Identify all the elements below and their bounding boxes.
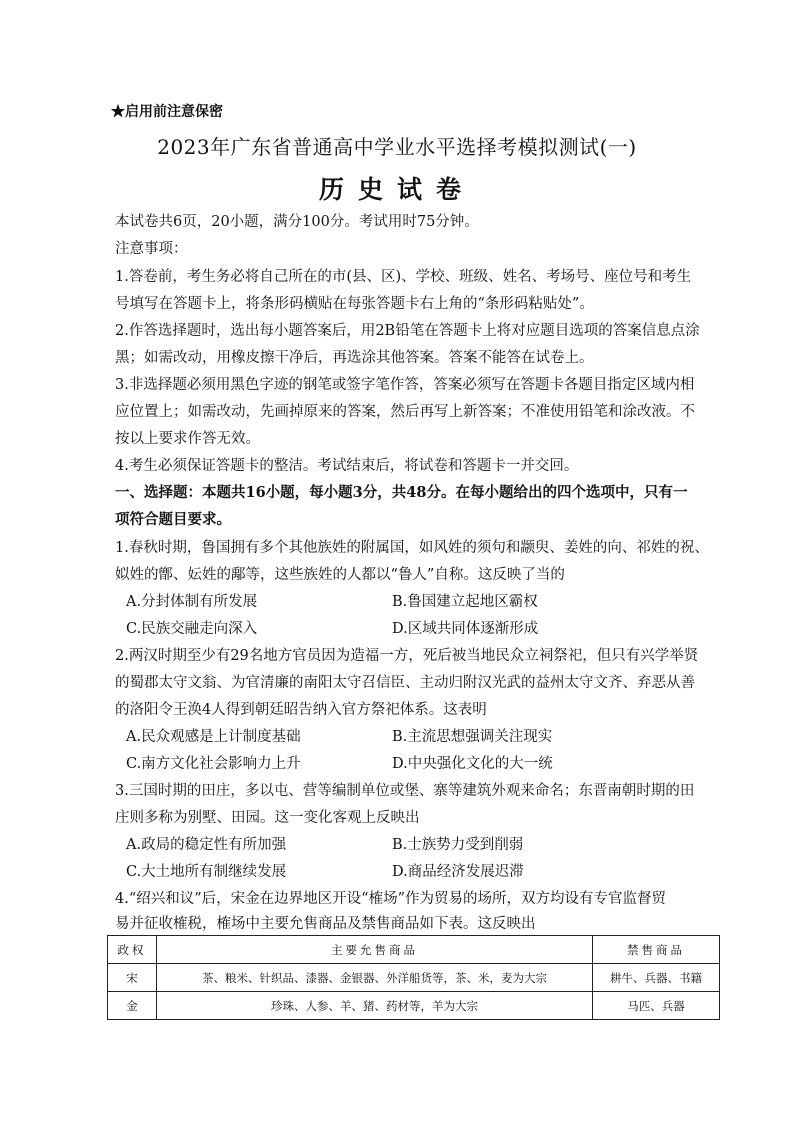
q2-option-c: C.南方文化社会影响力上升 (126, 756, 301, 772)
question-1-stem: 姒姓的鄫、妘姓的鄅等，这些族姓的人都以“鲁人”自称。这反映了当的 (115, 567, 565, 583)
section-heading: 一、选择题：本题共16小题，每小题3分，共48分。在每小题给出的四个选项中，只有一 (115, 484, 688, 501)
table-row (108, 992, 720, 1020)
table-row (108, 964, 720, 992)
q3-option-d: D.商品经济发展迟滞 (392, 864, 524, 880)
notice-line: 2.作答选择题时，选出每小题答案后，用2B铅笔在答题卡上将对应题目选项的答案信息点涂 (115, 323, 700, 339)
q1-option-c: C.民族交融走向深入 (126, 621, 258, 637)
q3-option-b: B.士族势力受到削弱 (392, 837, 524, 853)
notice-line: 3.非选择题必须用黑色字迹的钢笔或签字笔作答，答案必须写在答题卡各题目指定区域内相 (115, 377, 695, 393)
table-header-cell: 禁售商品 (593, 936, 720, 964)
q2-option-d: D.中央强化文化的大一统 (392, 756, 553, 772)
notice-line: 应位置上；如需改动，先画掉原来的答案，然后再写上新答案；不准使用铅笔和涂改液。不 (115, 404, 695, 420)
subject-title: 历史试卷 (318, 175, 475, 204)
table-cell: 茶、粮米、针织品、漆器、金银器、外洋船货等，茶、米，麦为大宗 (157, 964, 593, 992)
notice-line: 按以上要求作答无效。 (115, 431, 260, 447)
table-header-cell: 政权 (108, 936, 157, 964)
notice-heading: 注意事项： (115, 241, 188, 257)
q1-option-b: B.鲁国建立起地区霸权 (392, 594, 538, 610)
q2-option-b: B.主流思想强调关注现实 (392, 729, 553, 745)
question-2-stem: 的蜀郡太守文翁、为官清廉的南阳太守召信臣、主动归附汉光武的益州太守文齐、弃恶从善 (115, 675, 695, 691)
table-cell: 马匹、兵器 (593, 992, 720, 1020)
question-1-stem: 1.春秋时期，鲁国拥有多个其他族姓的附属国，如风姓的须句和颛臾、姜姓的向、祁姓的祝、 (115, 540, 709, 556)
table-cell: 宋 (108, 964, 157, 992)
notice-line: 4.考生必须保证答题卡的整洁。考试结束后，将试卷和答题卡一并交回。 (115, 458, 579, 474)
table-cell: 珍珠、人参、羊、猪、药材等，羊为大宗 (157, 992, 593, 1020)
q3-option-c: C.大土地所有制继续发展 (126, 864, 287, 880)
q1-option-d: D.区域共同体逐渐形成 (392, 621, 539, 637)
trade-goods-table (107, 935, 720, 1020)
table-header-cell: 主要允售商品 (157, 936, 593, 964)
table-cell: 金 (108, 992, 157, 1020)
q2-option-a: A.民众观感是上计制度基础 (126, 729, 301, 745)
notice-line: 号填写在答题卡上，将条形码横贴在每张答题卡右上角的“条形码粘贴处”。 (115, 296, 594, 312)
exam-title: 2023年广东省普通高中学业水平选择考模拟测试(一) (157, 135, 637, 159)
confidential-label: ★启用前注意保密 (111, 104, 223, 120)
question-3-stem: 3.三国时期的田庄，多以屯、营等编制单位或堡、寨等建筑外观来命名；东晋南朝时期的田 (115, 783, 695, 799)
question-2-stem: 2.两汉时期至少有29名地方官员因为造福一方，死后被当地民众立祠祭祀，但只有兴学举贤 (115, 648, 699, 664)
notice-line: 黑；如需改动，用橡皮擦干净后，再选涂其他答案。答案不能答在试卷上。 (115, 350, 594, 366)
section-heading-cont: 项符合题目要求。 (115, 511, 231, 528)
table-cell: 耕牛、兵器、书籍 (593, 964, 720, 992)
q3-option-a: A.政局的稳定性有所加强 (126, 837, 287, 853)
question-2-stem: 的洛阳令王涣4人得到朝廷昭告纳入官方祭祀体系。这表明 (115, 702, 487, 718)
intro-text: 本试卷共6页，20小题，满分100分。考试用时75分钟。 (115, 214, 479, 230)
q1-option-a: A.分封体制有所发展 (126, 594, 258, 610)
question-4-stem: 4.“绍兴和议”后，宋金在边界地区开设“榷场”作为贸易的场所，双方均设有专官监督贸 (115, 891, 666, 907)
table-header-row (108, 936, 720, 964)
notice-line: 1.答卷前，考生务必将自己所在的市(县、区)、学校、班级、姓名、考场号、座位号和考生 (115, 269, 692, 285)
question-4-stem: 易并征收榷税，榷场中主要允售商品及禁售商品如下表。这反映出 (115, 916, 536, 932)
question-3-stem: 庄则多称为别墅、田园。这一变化客观上反映出 (115, 810, 420, 826)
